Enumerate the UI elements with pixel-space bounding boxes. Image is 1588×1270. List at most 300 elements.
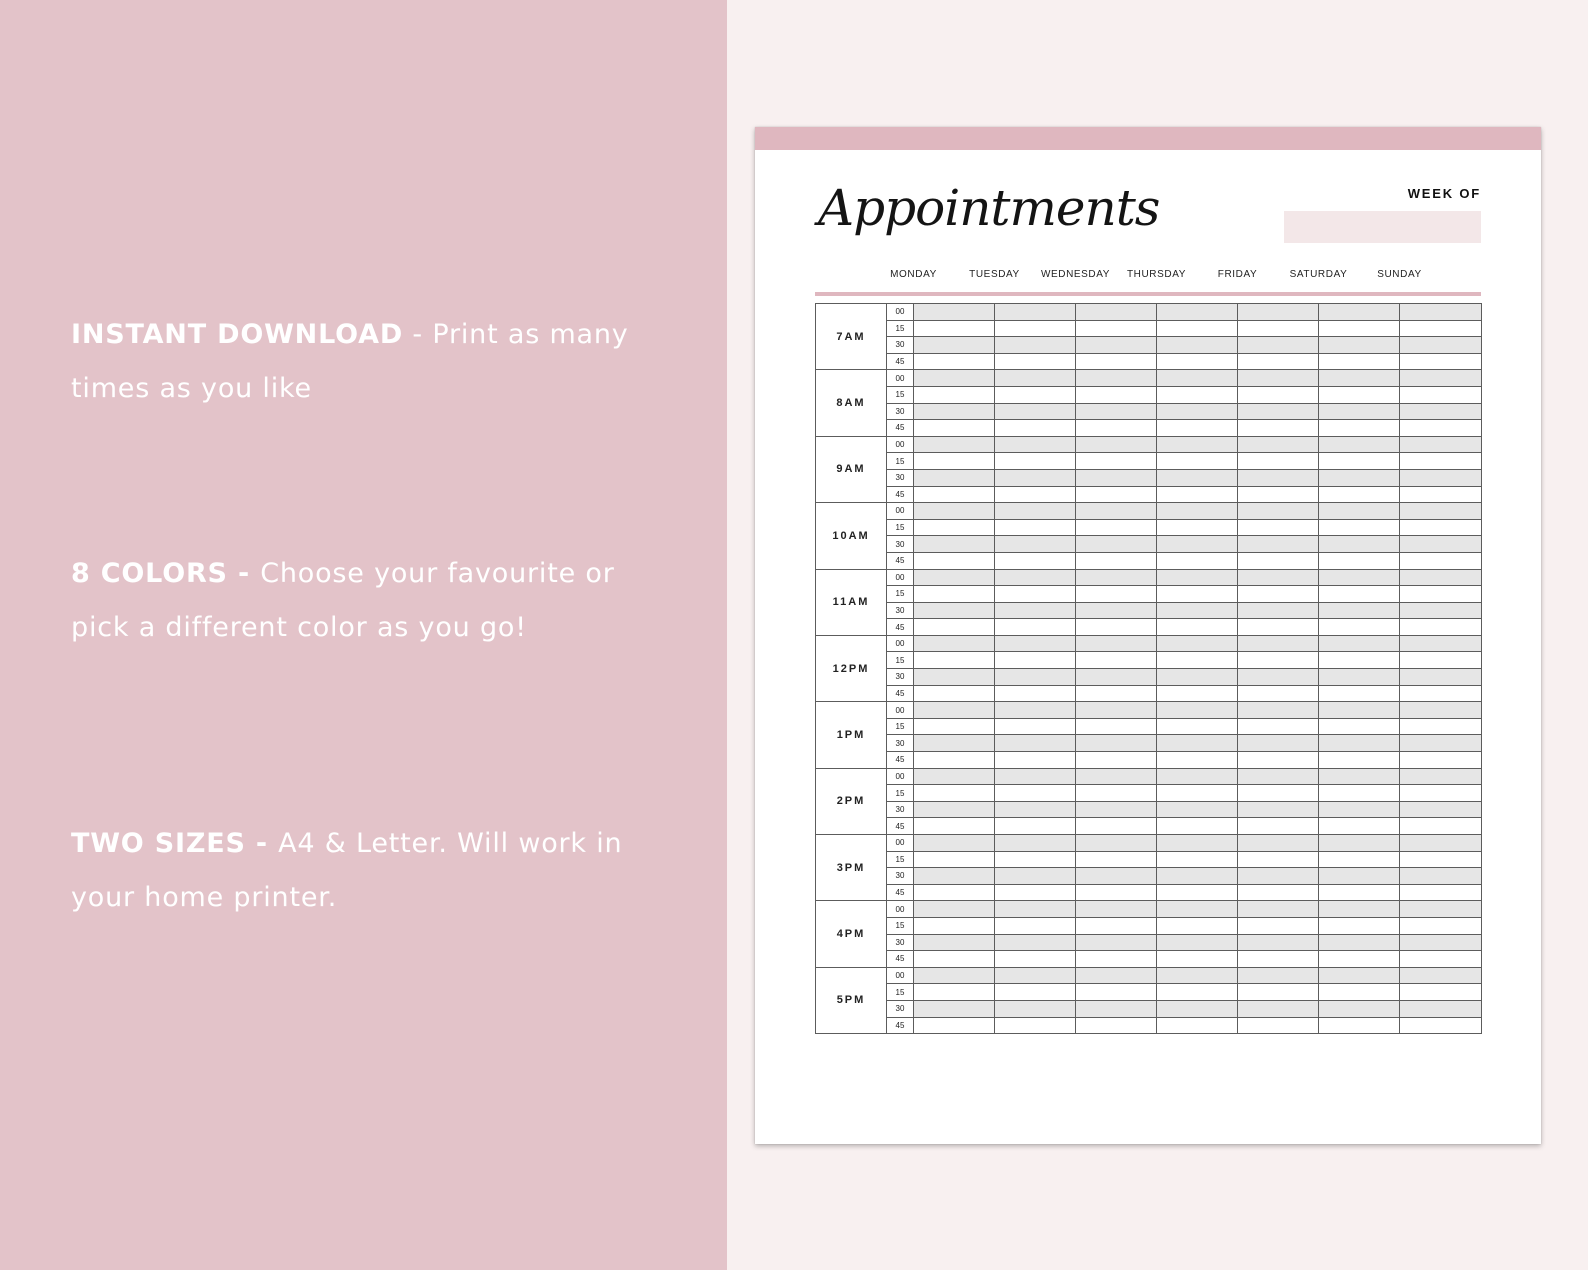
- appointment-slot[interactable]: [1076, 934, 1157, 951]
- appointment-slot[interactable]: [995, 536, 1076, 553]
- appointment-slot[interactable]: [914, 835, 995, 852]
- appointment-slot[interactable]: [1319, 552, 1400, 569]
- appointment-slot[interactable]: [1076, 519, 1157, 536]
- appointment-slot[interactable]: [1157, 519, 1238, 536]
- appointment-slot[interactable]: [1076, 685, 1157, 702]
- week-of-field[interactable]: [1284, 211, 1481, 243]
- appointment-slot[interactable]: [1319, 785, 1400, 802]
- appointment-slot[interactable]: [1076, 453, 1157, 470]
- appointment-slot[interactable]: [1238, 818, 1319, 835]
- appointment-slot[interactable]: [995, 569, 1076, 586]
- appointment-slot[interactable]: [1157, 619, 1238, 636]
- appointment-slot[interactable]: [1238, 951, 1319, 968]
- appointment-slot[interactable]: [995, 320, 1076, 337]
- appointment-slot[interactable]: [914, 403, 995, 420]
- appointment-slot[interactable]: [914, 652, 995, 669]
- appointment-slot[interactable]: [1238, 569, 1319, 586]
- appointment-slot[interactable]: [1400, 552, 1482, 569]
- appointment-slot[interactable]: [1319, 503, 1400, 520]
- appointment-slot[interactable]: [995, 386, 1076, 403]
- appointment-slot[interactable]: [1319, 884, 1400, 901]
- appointment-slot[interactable]: [995, 503, 1076, 520]
- appointment-slot[interactable]: [995, 917, 1076, 934]
- appointment-slot[interactable]: [1400, 1000, 1482, 1017]
- appointment-slot[interactable]: [1319, 801, 1400, 818]
- appointment-slot[interactable]: [914, 735, 995, 752]
- appointment-slot[interactable]: [1238, 801, 1319, 818]
- appointment-slot[interactable]: [995, 884, 1076, 901]
- appointment-slot[interactable]: [914, 586, 995, 603]
- appointment-slot[interactable]: [995, 486, 1076, 503]
- appointment-slot[interactable]: [914, 304, 995, 321]
- appointment-slot[interactable]: [1157, 469, 1238, 486]
- appointment-slot[interactable]: [1400, 469, 1482, 486]
- appointment-slot[interactable]: [995, 635, 1076, 652]
- appointment-slot[interactable]: [914, 934, 995, 951]
- appointment-slot[interactable]: [1400, 503, 1482, 520]
- appointment-slot[interactable]: [1400, 868, 1482, 885]
- appointment-slot[interactable]: [1400, 420, 1482, 437]
- appointment-slot[interactable]: [1238, 718, 1319, 735]
- appointment-slot[interactable]: [995, 586, 1076, 603]
- appointment-slot[interactable]: [1157, 934, 1238, 951]
- appointment-slot[interactable]: [1238, 486, 1319, 503]
- appointment-slot[interactable]: [995, 718, 1076, 735]
- appointment-slot[interactable]: [1157, 453, 1238, 470]
- appointment-slot[interactable]: [1076, 785, 1157, 802]
- appointment-slot[interactable]: [1400, 901, 1482, 918]
- appointment-slot[interactable]: [995, 851, 1076, 868]
- appointment-slot[interactable]: [1319, 917, 1400, 934]
- appointment-slot[interactable]: [1157, 917, 1238, 934]
- appointment-slot[interactable]: [1400, 519, 1482, 536]
- appointment-slot[interactable]: [914, 1017, 995, 1034]
- appointment-slot[interactable]: [1319, 702, 1400, 719]
- appointment-slot[interactable]: [1319, 967, 1400, 984]
- appointment-slot[interactable]: [1319, 752, 1400, 769]
- appointment-slot[interactable]: [1076, 586, 1157, 603]
- appointment-slot[interactable]: [995, 436, 1076, 453]
- appointment-slot[interactable]: [1157, 569, 1238, 586]
- appointment-slot[interactable]: [995, 934, 1076, 951]
- appointment-slot[interactable]: [1319, 768, 1400, 785]
- appointment-slot[interactable]: [914, 685, 995, 702]
- appointment-slot[interactable]: [1400, 669, 1482, 686]
- appointment-slot[interactable]: [914, 951, 995, 968]
- appointment-slot[interactable]: [914, 453, 995, 470]
- appointment-slot[interactable]: [1319, 353, 1400, 370]
- appointment-slot[interactable]: [1400, 304, 1482, 321]
- appointment-slot[interactable]: [1076, 901, 1157, 918]
- appointment-slot[interactable]: [1157, 735, 1238, 752]
- appointment-slot[interactable]: [914, 436, 995, 453]
- appointment-slot[interactable]: [1076, 1017, 1157, 1034]
- appointment-slot[interactable]: [995, 1017, 1076, 1034]
- appointment-slot[interactable]: [914, 917, 995, 934]
- appointment-slot[interactable]: [914, 901, 995, 918]
- appointment-slot[interactable]: [1319, 469, 1400, 486]
- appointment-slot[interactable]: [1238, 453, 1319, 470]
- appointment-slot[interactable]: [1400, 586, 1482, 603]
- appointment-slot[interactable]: [1157, 503, 1238, 520]
- appointment-slot[interactable]: [1157, 486, 1238, 503]
- appointment-slot[interactable]: [1157, 718, 1238, 735]
- appointment-slot[interactable]: [1238, 503, 1319, 520]
- appointment-slot[interactable]: [1076, 353, 1157, 370]
- appointment-slot[interactable]: [1400, 785, 1482, 802]
- appointment-slot[interactable]: [1400, 735, 1482, 752]
- appointment-slot[interactable]: [914, 619, 995, 636]
- appointment-slot[interactable]: [1319, 669, 1400, 686]
- appointment-slot[interactable]: [1400, 801, 1482, 818]
- appointment-slot[interactable]: [1157, 669, 1238, 686]
- appointment-slot[interactable]: [1076, 967, 1157, 984]
- appointment-slot[interactable]: [1076, 486, 1157, 503]
- appointment-slot[interactable]: [995, 304, 1076, 321]
- appointment-slot[interactable]: [1319, 536, 1400, 553]
- appointment-slot[interactable]: [1238, 320, 1319, 337]
- appointment-slot[interactable]: [1319, 386, 1400, 403]
- appointment-slot[interactable]: [1157, 602, 1238, 619]
- appointment-slot[interactable]: [1319, 984, 1400, 1001]
- appointment-slot[interactable]: [1319, 735, 1400, 752]
- appointment-slot[interactable]: [914, 669, 995, 686]
- appointment-slot[interactable]: [1400, 486, 1482, 503]
- appointment-slot[interactable]: [1400, 752, 1482, 769]
- appointment-slot[interactable]: [1400, 370, 1482, 387]
- appointment-slot[interactable]: [914, 337, 995, 354]
- appointment-slot[interactable]: [1400, 453, 1482, 470]
- appointment-slot[interactable]: [1076, 851, 1157, 868]
- appointment-slot[interactable]: [1076, 735, 1157, 752]
- appointment-slot[interactable]: [995, 835, 1076, 852]
- appointment-slot[interactable]: [995, 602, 1076, 619]
- appointment-slot[interactable]: [914, 718, 995, 735]
- appointment-slot[interactable]: [995, 337, 1076, 354]
- appointment-slot[interactable]: [995, 752, 1076, 769]
- appointment-slot[interactable]: [1238, 602, 1319, 619]
- appointment-slot[interactable]: [1400, 917, 1482, 934]
- appointment-slot[interactable]: [1238, 735, 1319, 752]
- appointment-slot[interactable]: [1319, 519, 1400, 536]
- appointment-slot[interactable]: [1157, 536, 1238, 553]
- appointment-slot[interactable]: [914, 851, 995, 868]
- appointment-slot[interactable]: [1238, 469, 1319, 486]
- appointment-slot[interactable]: [1076, 1000, 1157, 1017]
- appointment-slot[interactable]: [1157, 951, 1238, 968]
- appointment-slot[interactable]: [1157, 801, 1238, 818]
- appointment-slot[interactable]: [995, 652, 1076, 669]
- appointment-slot[interactable]: [914, 486, 995, 503]
- appointment-slot[interactable]: [995, 519, 1076, 536]
- appointment-slot[interactable]: [995, 868, 1076, 885]
- appointment-slot[interactable]: [1076, 768, 1157, 785]
- appointment-slot[interactable]: [1157, 635, 1238, 652]
- appointment-slot[interactable]: [1076, 752, 1157, 769]
- appointment-slot[interactable]: [1319, 420, 1400, 437]
- appointment-slot[interactable]: [914, 785, 995, 802]
- appointment-slot[interactable]: [1157, 337, 1238, 354]
- appointment-slot[interactable]: [1319, 304, 1400, 321]
- appointment-slot[interactable]: [1238, 1000, 1319, 1017]
- appointment-slot[interactable]: [1076, 403, 1157, 420]
- appointment-slot[interactable]: [1157, 1017, 1238, 1034]
- appointment-slot[interactable]: [1400, 768, 1482, 785]
- appointment-slot[interactable]: [1238, 768, 1319, 785]
- appointment-slot[interactable]: [1238, 835, 1319, 852]
- appointment-slot[interactable]: [1076, 320, 1157, 337]
- appointment-slot[interactable]: [1076, 669, 1157, 686]
- appointment-slot[interactable]: [1238, 304, 1319, 321]
- appointment-slot[interactable]: [1238, 917, 1319, 934]
- appointment-slot[interactable]: [1157, 1000, 1238, 1017]
- appointment-slot[interactable]: [1238, 967, 1319, 984]
- appointment-slot[interactable]: [1319, 951, 1400, 968]
- appointment-slot[interactable]: [1157, 818, 1238, 835]
- appointment-slot[interactable]: [1157, 901, 1238, 918]
- appointment-slot[interactable]: [1076, 503, 1157, 520]
- appointment-slot[interactable]: [1157, 353, 1238, 370]
- appointment-slot[interactable]: [1400, 436, 1482, 453]
- appointment-slot[interactable]: [1157, 403, 1238, 420]
- appointment-slot[interactable]: [1319, 486, 1400, 503]
- appointment-slot[interactable]: [1319, 718, 1400, 735]
- appointment-slot[interactable]: [995, 901, 1076, 918]
- appointment-slot[interactable]: [1400, 984, 1482, 1001]
- appointment-slot[interactable]: [1400, 934, 1482, 951]
- appointment-slot[interactable]: [995, 420, 1076, 437]
- appointment-slot[interactable]: [1157, 702, 1238, 719]
- appointment-slot[interactable]: [995, 403, 1076, 420]
- appointment-slot[interactable]: [1157, 884, 1238, 901]
- appointment-slot[interactable]: [914, 702, 995, 719]
- appointment-slot[interactable]: [995, 453, 1076, 470]
- appointment-slot[interactable]: [1400, 718, 1482, 735]
- appointment-slot[interactable]: [1238, 386, 1319, 403]
- appointment-slot[interactable]: [1400, 702, 1482, 719]
- appointment-slot[interactable]: [1319, 586, 1400, 603]
- appointment-slot[interactable]: [995, 984, 1076, 1001]
- appointment-slot[interactable]: [1238, 785, 1319, 802]
- appointment-slot[interactable]: [1238, 752, 1319, 769]
- appointment-slot[interactable]: [914, 536, 995, 553]
- appointment-slot[interactable]: [1319, 403, 1400, 420]
- appointment-slot[interactable]: [1157, 685, 1238, 702]
- appointment-slot[interactable]: [995, 685, 1076, 702]
- appointment-slot[interactable]: [1319, 901, 1400, 918]
- appointment-slot[interactable]: [995, 1000, 1076, 1017]
- appointment-slot[interactable]: [995, 353, 1076, 370]
- appointment-slot[interactable]: [995, 669, 1076, 686]
- appointment-slot[interactable]: [914, 420, 995, 437]
- appointment-slot[interactable]: [914, 569, 995, 586]
- appointment-slot[interactable]: [1400, 967, 1482, 984]
- appointment-slot[interactable]: [1076, 884, 1157, 901]
- appointment-slot[interactable]: [1319, 569, 1400, 586]
- appointment-slot[interactable]: [1400, 403, 1482, 420]
- appointment-slot[interactable]: [914, 818, 995, 835]
- appointment-slot[interactable]: [1319, 337, 1400, 354]
- appointment-slot[interactable]: [1400, 353, 1482, 370]
- appointment-slot[interactable]: [1400, 619, 1482, 636]
- appointment-slot[interactable]: [1076, 552, 1157, 569]
- appointment-slot[interactable]: [1076, 652, 1157, 669]
- appointment-slot[interactable]: [1400, 320, 1482, 337]
- appointment-slot[interactable]: [914, 370, 995, 387]
- appointment-slot[interactable]: [1238, 586, 1319, 603]
- appointment-slot[interactable]: [1238, 370, 1319, 387]
- appointment-slot[interactable]: [1157, 652, 1238, 669]
- appointment-slot[interactable]: [1400, 536, 1482, 553]
- appointment-slot[interactable]: [1238, 702, 1319, 719]
- appointment-slot[interactable]: [914, 984, 995, 1001]
- appointment-slot[interactable]: [914, 469, 995, 486]
- appointment-slot[interactable]: [995, 735, 1076, 752]
- appointment-slot[interactable]: [1400, 635, 1482, 652]
- appointment-slot[interactable]: [1076, 370, 1157, 387]
- appointment-slot[interactable]: [995, 702, 1076, 719]
- appointment-slot[interactable]: [914, 768, 995, 785]
- appointment-slot[interactable]: [1157, 320, 1238, 337]
- appointment-slot[interactable]: [914, 519, 995, 536]
- appointment-slot[interactable]: [1157, 304, 1238, 321]
- appointment-slot[interactable]: [1076, 386, 1157, 403]
- appointment-slot[interactable]: [995, 370, 1076, 387]
- appointment-slot[interactable]: [1076, 536, 1157, 553]
- appointment-slot[interactable]: [914, 635, 995, 652]
- appointment-slot[interactable]: [1238, 552, 1319, 569]
- appointment-slot[interactable]: [1157, 436, 1238, 453]
- appointment-slot[interactable]: [1157, 386, 1238, 403]
- appointment-slot[interactable]: [995, 469, 1076, 486]
- appointment-slot[interactable]: [995, 768, 1076, 785]
- appointment-slot[interactable]: [1076, 337, 1157, 354]
- appointment-slot[interactable]: [1157, 967, 1238, 984]
- appointment-slot[interactable]: [1076, 835, 1157, 852]
- appointment-slot[interactable]: [1400, 337, 1482, 354]
- appointment-slot[interactable]: [1238, 353, 1319, 370]
- appointment-slot[interactable]: [1319, 652, 1400, 669]
- appointment-slot[interactable]: [1238, 635, 1319, 652]
- appointment-slot[interactable]: [1076, 917, 1157, 934]
- appointment-slot[interactable]: [1319, 685, 1400, 702]
- appointment-slot[interactable]: [1238, 436, 1319, 453]
- appointment-slot[interactable]: [1157, 752, 1238, 769]
- appointment-slot[interactable]: [1076, 818, 1157, 835]
- appointment-slot[interactable]: [1319, 835, 1400, 852]
- appointment-slot[interactable]: [995, 552, 1076, 569]
- appointment-slot[interactable]: [1238, 851, 1319, 868]
- appointment-slot[interactable]: [1238, 619, 1319, 636]
- appointment-slot[interactable]: [1238, 519, 1319, 536]
- appointment-slot[interactable]: [1319, 635, 1400, 652]
- appointment-slot[interactable]: [1157, 420, 1238, 437]
- appointment-slot[interactable]: [914, 602, 995, 619]
- appointment-slot[interactable]: [1238, 337, 1319, 354]
- appointment-slot[interactable]: [914, 353, 995, 370]
- appointment-slot[interactable]: [995, 951, 1076, 968]
- appointment-slot[interactable]: [914, 868, 995, 885]
- appointment-slot[interactable]: [1076, 420, 1157, 437]
- appointment-slot[interactable]: [1157, 586, 1238, 603]
- appointment-slot[interactable]: [1157, 868, 1238, 885]
- appointment-slot[interactable]: [1400, 851, 1482, 868]
- appointment-slot[interactable]: [1400, 386, 1482, 403]
- appointment-slot[interactable]: [1319, 1017, 1400, 1034]
- appointment-slot[interactable]: [1076, 602, 1157, 619]
- appointment-slot[interactable]: [1076, 635, 1157, 652]
- appointment-slot[interactable]: [1157, 768, 1238, 785]
- appointment-slot[interactable]: [1238, 420, 1319, 437]
- appointment-slot[interactable]: [1238, 652, 1319, 669]
- appointment-slot[interactable]: [1319, 320, 1400, 337]
- appointment-slot[interactable]: [1157, 984, 1238, 1001]
- appointment-slot[interactable]: [1400, 569, 1482, 586]
- appointment-slot[interactable]: [914, 752, 995, 769]
- appointment-slot[interactable]: [1076, 868, 1157, 885]
- appointment-slot[interactable]: [1157, 851, 1238, 868]
- appointment-slot[interactable]: [914, 320, 995, 337]
- appointment-slot[interactable]: [1319, 370, 1400, 387]
- appointment-slot[interactable]: [914, 503, 995, 520]
- appointment-slot[interactable]: [914, 386, 995, 403]
- appointment-slot[interactable]: [1400, 685, 1482, 702]
- appointment-slot[interactable]: [1076, 951, 1157, 968]
- appointment-slot[interactable]: [995, 818, 1076, 835]
- appointment-slot[interactable]: [1076, 469, 1157, 486]
- appointment-slot[interactable]: [995, 801, 1076, 818]
- appointment-slot[interactable]: [914, 967, 995, 984]
- appointment-slot[interactable]: [1076, 702, 1157, 719]
- appointment-slot[interactable]: [1238, 884, 1319, 901]
- appointment-slot[interactable]: [1319, 868, 1400, 885]
- appointment-slot[interactable]: [1238, 669, 1319, 686]
- appointment-slot[interactable]: [1157, 370, 1238, 387]
- appointment-slot[interactable]: [1076, 801, 1157, 818]
- appointment-slot[interactable]: [1076, 619, 1157, 636]
- appointment-slot[interactable]: [1400, 951, 1482, 968]
- appointment-slot[interactable]: [1076, 436, 1157, 453]
- appointment-slot[interactable]: [1157, 835, 1238, 852]
- appointment-slot[interactable]: [1238, 868, 1319, 885]
- appointment-slot[interactable]: [1400, 818, 1482, 835]
- appointment-slot[interactable]: [1238, 984, 1319, 1001]
- appointment-slot[interactable]: [1076, 304, 1157, 321]
- appointment-slot[interactable]: [1238, 536, 1319, 553]
- appointment-slot[interactable]: [995, 967, 1076, 984]
- appointment-slot[interactable]: [1400, 1017, 1482, 1034]
- appointment-slot[interactable]: [914, 552, 995, 569]
- appointment-slot[interactable]: [1076, 984, 1157, 1001]
- appointment-slot[interactable]: [1319, 619, 1400, 636]
- appointment-slot[interactable]: [1319, 934, 1400, 951]
- appointment-slot[interactable]: [995, 785, 1076, 802]
- appointment-slot[interactable]: [1076, 718, 1157, 735]
- appointment-slot[interactable]: [1400, 602, 1482, 619]
- appointment-slot[interactable]: [1157, 552, 1238, 569]
- appointment-slot[interactable]: [1238, 934, 1319, 951]
- appointment-slot[interactable]: [1319, 818, 1400, 835]
- appointment-slot[interactable]: [1076, 569, 1157, 586]
- appointment-slot[interactable]: [1157, 785, 1238, 802]
- appointment-slot[interactable]: [1400, 835, 1482, 852]
- appointment-slot[interactable]: [1319, 1000, 1400, 1017]
- appointment-slot[interactable]: [1319, 602, 1400, 619]
- appointment-slot[interactable]: [914, 801, 995, 818]
- appointment-slot[interactable]: [914, 1000, 995, 1017]
- appointment-slot[interactable]: [1400, 652, 1482, 669]
- appointment-slot[interactable]: [1238, 901, 1319, 918]
